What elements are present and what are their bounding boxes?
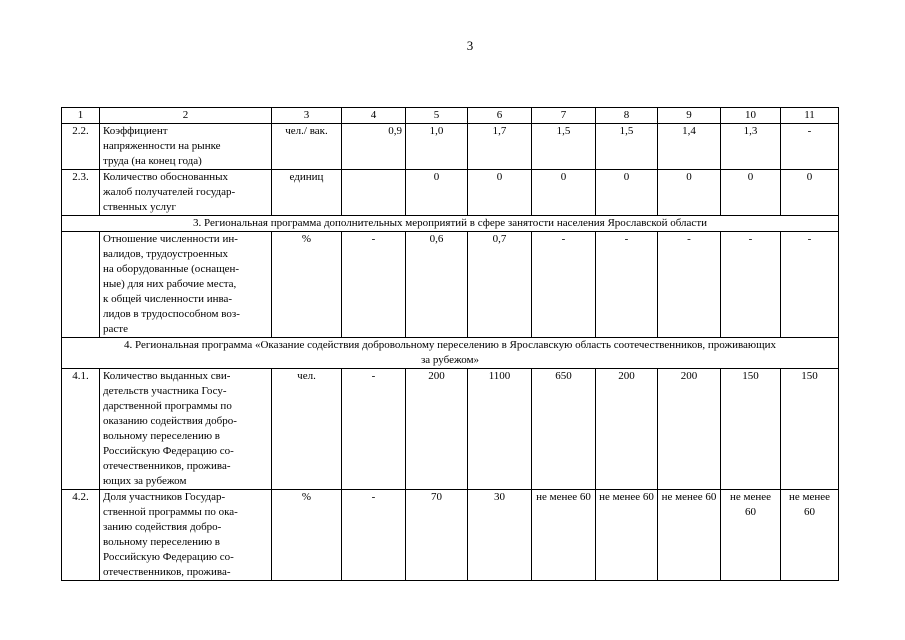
indicator-name-line: дарственной программы по xyxy=(103,400,232,412)
value-cell: 150 xyxy=(781,369,839,490)
value-cell: 0 xyxy=(532,170,596,216)
page-number: 3 xyxy=(466,38,474,53)
column-header: 11 xyxy=(781,108,839,124)
column-header: 1 xyxy=(62,108,100,124)
column-header: 6 xyxy=(468,108,532,124)
unit: единиц xyxy=(272,170,342,216)
section-title xyxy=(62,338,839,369)
value-cell: 150 xyxy=(721,369,781,490)
value-cell: 200 xyxy=(658,369,721,490)
value-cell: 650 xyxy=(532,369,596,490)
column-header: 4 xyxy=(342,108,406,124)
indicator-name-line: Российскую Федерацию со- xyxy=(103,551,234,563)
indicator-name-line: Количество обоснованных xyxy=(103,171,229,183)
table-row xyxy=(62,232,839,338)
value-cell: 1100 xyxy=(468,369,532,490)
value-cell: 0,7 xyxy=(468,232,532,338)
indicator-name-line: труда (на конец года) xyxy=(103,155,202,167)
section-row xyxy=(62,216,839,232)
value-cell: 0 xyxy=(406,170,468,216)
value-cell: 1,5 xyxy=(532,124,596,170)
section-title-line: 4. Региональная программа «Оказание содействия добровольному переселению в Ярославскую область соотечественников, проживающих xyxy=(123,339,777,351)
value-cell: 70 xyxy=(406,490,468,581)
column-header: 7 xyxy=(532,108,596,124)
value-cell: - xyxy=(342,232,406,338)
indicator-name-line: Отношение численности ин- xyxy=(103,233,238,245)
value-cell: не менее 60 xyxy=(596,490,658,581)
table-row xyxy=(62,369,839,490)
value-cell: 0,9 xyxy=(342,124,406,170)
indicator-name-line: на оборудованные (оснащен- xyxy=(103,263,240,275)
indicator-name-line: Коэффициент xyxy=(103,125,168,137)
indicator-name-line: Российскую Федерацию со- xyxy=(103,445,234,457)
indicator-name-line: отечественников, прожива- xyxy=(103,460,231,472)
table-row xyxy=(62,490,839,581)
indicator-name-line: детельств участника Госу- xyxy=(103,385,227,397)
row-number: 2.2. xyxy=(62,124,100,170)
value-cell: не менее 60 xyxy=(658,490,721,581)
indicator-name-line: оказанию содействия добро- xyxy=(103,415,237,427)
indicator-name-line: лидов в трудоспособном воз- xyxy=(103,308,240,320)
indicator-name-line: к общей численности инва- xyxy=(103,293,233,305)
value-cell: 1,0 xyxy=(406,124,468,170)
value-cell: не менее 60 xyxy=(721,490,781,581)
section-title: 3. Региональная программа дополнительных мероприятий в сфере занятости населения Ярославской области xyxy=(62,216,839,232)
value-cell: 200 xyxy=(406,369,468,490)
indicator-name-line: ственной программы по ока- xyxy=(103,506,238,518)
value-cell: 0,6 xyxy=(406,232,468,338)
indicator-name xyxy=(100,232,272,338)
row-number xyxy=(62,232,100,338)
indicator-name-line: расте xyxy=(103,323,128,335)
value-cell: не менее 60 xyxy=(532,490,596,581)
indicator-name-line: Доля участников Государ- xyxy=(103,491,226,503)
unit: чел./ вак. xyxy=(272,124,342,170)
unit: % xyxy=(272,490,342,581)
value-cell: 1,5 xyxy=(596,124,658,170)
indicator-name-line: занию содействия добро- xyxy=(103,521,222,533)
value-cell: - xyxy=(781,124,839,170)
value-cell: 1,4 xyxy=(658,124,721,170)
value-cell: - xyxy=(658,232,721,338)
value-cell: 0 xyxy=(468,170,532,216)
column-header: 10 xyxy=(721,108,781,124)
column-header: 5 xyxy=(406,108,468,124)
value-cell: - xyxy=(596,232,658,338)
row-number: 4.1. xyxy=(62,369,100,490)
value-cell: не менее 60 xyxy=(781,490,839,581)
column-header: 9 xyxy=(658,108,721,124)
indicator-name-line: ственных услуг xyxy=(103,201,176,213)
indicator-name-line: ные) для них рабочие места, xyxy=(103,278,237,290)
indicator-name-line: вольному переселению в xyxy=(103,536,220,548)
row-number: 2.3. xyxy=(62,170,100,216)
unit: % xyxy=(272,232,342,338)
table-row xyxy=(62,170,839,216)
indicator-name-line: отечественников, прожива- xyxy=(103,566,231,578)
indicator-name-line: напряженности на рынке xyxy=(103,140,221,152)
unit: чел. xyxy=(272,369,342,490)
value-cell: 0 xyxy=(596,170,658,216)
value-cell: - xyxy=(342,369,406,490)
indicator-name xyxy=(100,490,272,581)
value-cell: 1,3 xyxy=(721,124,781,170)
indicators-table xyxy=(61,107,839,581)
indicator-name-line: жалоб получателей государ- xyxy=(103,186,236,198)
indicator-name-line: валидов, трудоустроенных xyxy=(103,248,228,260)
value-cell: - xyxy=(342,490,406,581)
indicator-name-line: Количество выданных сви- xyxy=(103,370,231,382)
value-cell: 0 xyxy=(721,170,781,216)
value-cell xyxy=(342,170,406,216)
indicator-name-line: вольному переселению в xyxy=(103,430,220,442)
indicator-name-line: ющих за рубежом xyxy=(103,475,187,487)
column-header: 3 xyxy=(272,108,342,124)
value-cell: 200 xyxy=(596,369,658,490)
section-title-line: за рубежом» xyxy=(420,354,480,366)
value-cell: 0 xyxy=(658,170,721,216)
value-cell: - xyxy=(781,232,839,338)
value-cell: - xyxy=(532,232,596,338)
table-row xyxy=(62,124,839,170)
indicator-name xyxy=(100,170,272,216)
column-number-row xyxy=(62,108,839,124)
value-cell: 30 xyxy=(468,490,532,581)
indicator-name xyxy=(100,369,272,490)
column-header: 2 xyxy=(100,108,272,124)
value-cell: 0 xyxy=(781,170,839,216)
value-cell: - xyxy=(721,232,781,338)
indicator-name xyxy=(100,124,272,170)
column-header: 8 xyxy=(596,108,658,124)
value-cell: 1,7 xyxy=(468,124,532,170)
row-number: 4.2. xyxy=(62,490,100,581)
section-row xyxy=(62,338,839,369)
